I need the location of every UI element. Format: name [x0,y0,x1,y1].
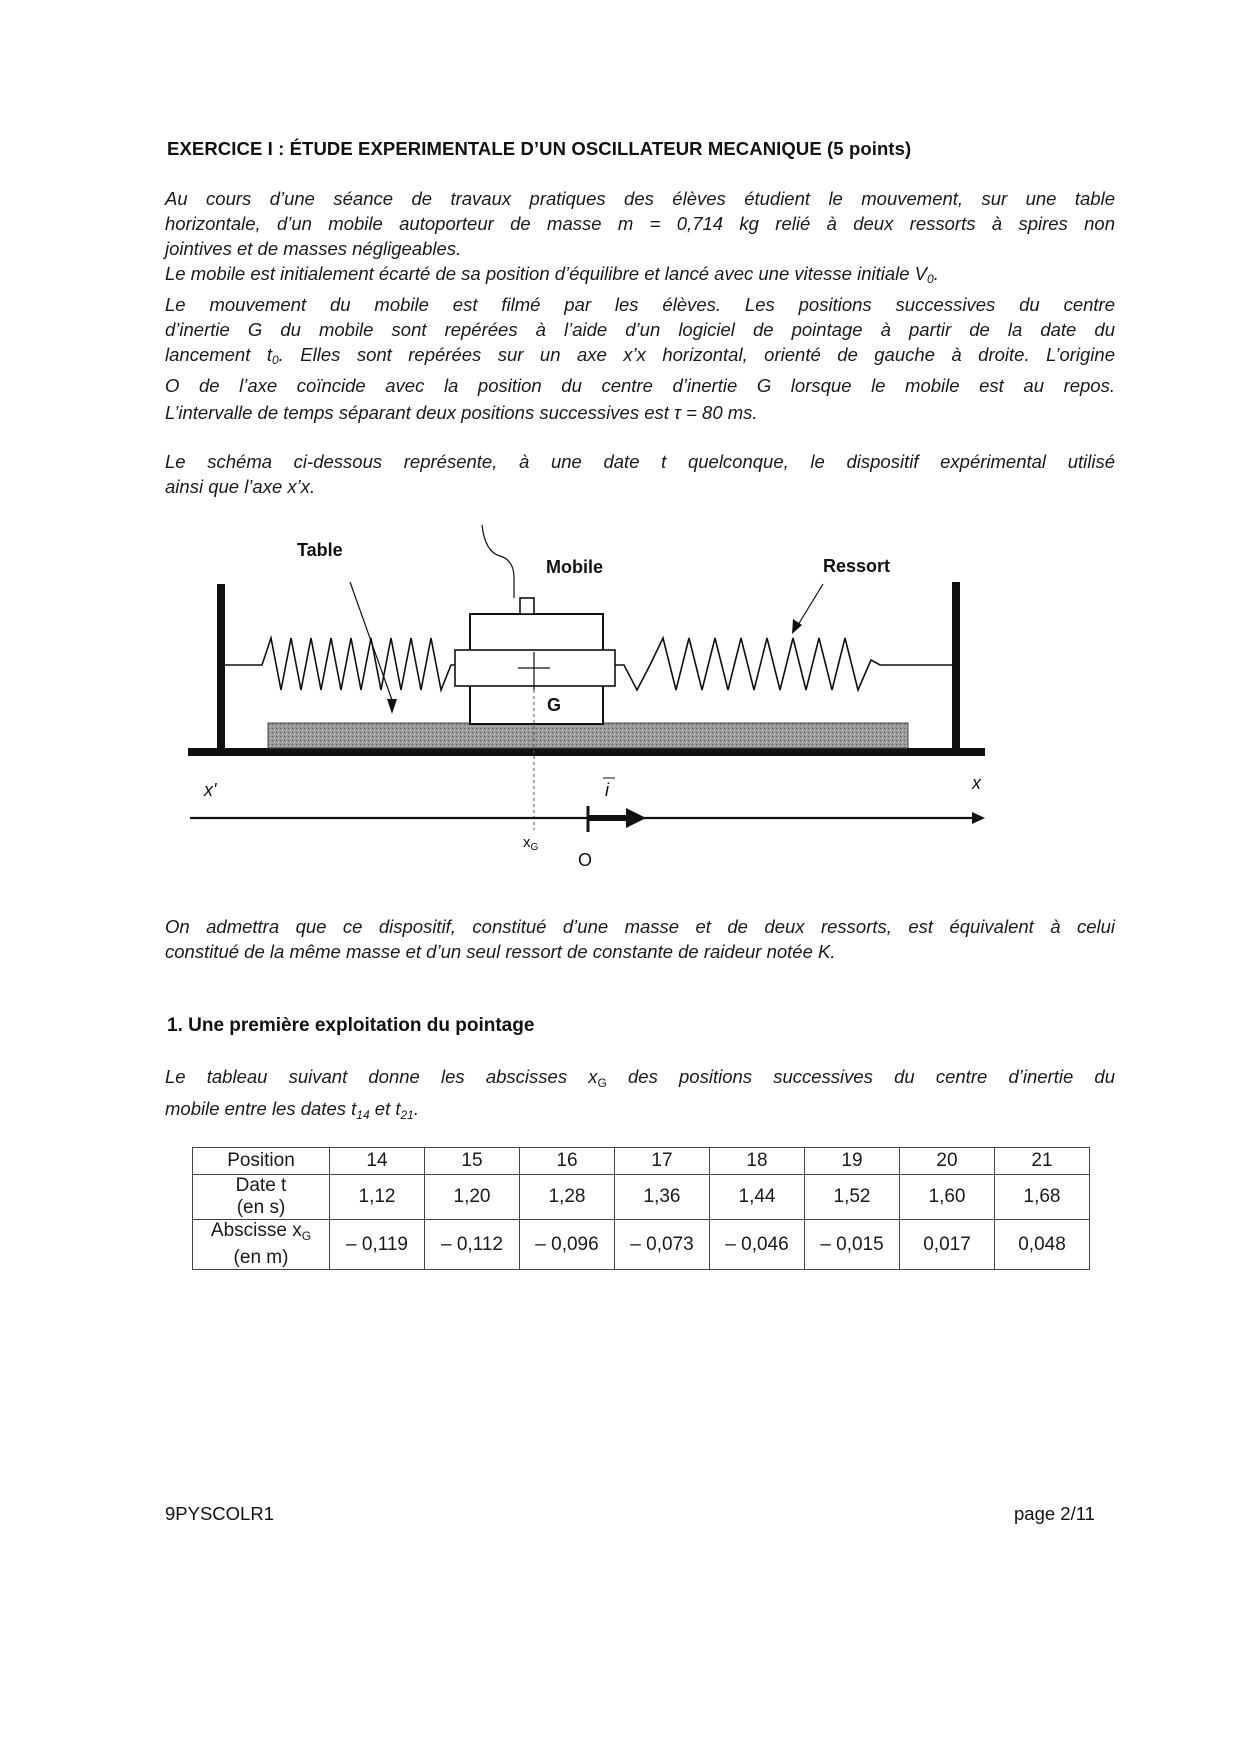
date-cell: 1,36 [615,1175,710,1220]
position-cell: 19 [805,1148,900,1175]
intro-line: jointives et de masses négligeables. [165,238,462,259]
abscisse-cell: – 0,073 [615,1220,710,1270]
section-title: 1. Une première exploitation du pointage [167,1015,535,1036]
ressort-callout [798,584,823,625]
position-cell: 20 [900,1148,995,1175]
schema-paragraph [165,449,1115,499]
abscisse-cell: 0,017 [900,1220,995,1270]
intro-line: d’inertie G du mobile sont repérées à l’aide d’un logiciel de pointage à partir de la date du [165,319,1115,340]
position-cell: 21 [995,1148,1090,1175]
date-cell: 1,20 [425,1175,520,1220]
intro-line: L’intervalle de temps séparant deux positions successives est τ = 80 ms. [165,402,758,423]
equivalence-paragraph [165,914,1115,964]
schema-line: ainsi que l’axe x’x. [165,476,316,497]
x-label: x [972,773,981,793]
intro-line: lancement t0. Elles sont repérées sur un axe x’x horizontal, orienté de gauche à droite. L’origine [165,344,1115,367]
table-callout [350,582,392,700]
ressort-label: Ressort [823,556,891,576]
intro-line: horizontale, d’un mobile autoporteur de masse m = 0,714 kg relié à deux ressorts à spires non [165,213,1115,234]
table-row-position [193,1148,1090,1175]
section-intro [165,1064,1115,1128]
intro-paragraph [165,186,1115,425]
equivalence-line: On admettra que ce dispositif, constitué d’une masse et de deux ressorts, est équivalent à celui [165,916,1115,937]
date-cell: 1,68 [995,1175,1090,1220]
mobile-label: Mobile [546,557,603,577]
footer-code: 9PYSCOLR1 [165,1503,274,1524]
unit-vector-arrowhead [626,808,646,828]
date-cell: 1,52 [805,1175,900,1220]
abscisse-cell: – 0,096 [520,1220,615,1270]
abscisse-cell: – 0,046 [710,1220,805,1270]
abscisse-cell: – 0,015 [805,1220,900,1270]
x-prime-label: x' [204,780,217,800]
origin-label: O [578,850,593,870]
table-row-date [193,1175,1090,1220]
date-cell: 1,44 [710,1175,805,1220]
xg-label: $x_G$ [523,834,539,853]
position-cell: 16 [520,1148,615,1175]
table-callout-arrow [387,699,397,714]
g-label: G [547,695,562,715]
footer-page: page 2/11 [1014,1503,1095,1524]
section-intro-line: Le tableau suivant donne les abscisses $x_G$ des positions successives du centre d’inertie du [165,1066,1115,1090]
left-spring [225,638,455,690]
floor [188,748,985,756]
abscisse-header: Abscisse $x_G$ (en m) [193,1220,330,1270]
abscisse-cell: – 0,112 [425,1220,520,1270]
position-header: Position [193,1148,330,1175]
table-row-abscisse [193,1220,1090,1270]
experimental-setup-diagram [0,520,1240,880]
left-wall [217,584,225,756]
equivalence-line: constitué de la même masse et d’un seul ressort de constante de raideur notée K. [165,941,836,962]
date-cell: 1,60 [900,1175,995,1220]
date-header: Date t (en s) [193,1175,330,1220]
x-axis-arrowhead [972,812,985,824]
intro-line: Le mouvement du mobile est filmé par les élèves. Les positions successives du centre [165,294,1115,315]
intro-line: Au cours d’une séance de travaux pratiques des élèves étudient le mouvement, sur une table [165,188,1115,209]
abscisse-cell: – 0,119 [330,1220,425,1270]
date-cell: 1,28 [520,1175,615,1220]
intro-line: O de l’axe coïncide avec la position du centre d’inertie G lorsque le mobile est au repos. [165,375,1115,396]
exercise-title: EXERCICE I : ÉTUDE EXPERIMENTALE D’UN OSCILLATEUR MECANIQUE (5 points) [167,138,912,159]
position-cell: 15 [425,1148,520,1175]
mobile-marker [520,598,534,614]
intro-line: Le mobile est initialement écarté de sa position d’équilibre et lancé avec une vitesse initiale V0. [165,263,939,286]
right-wall [952,582,960,756]
table-label: Table [297,540,343,560]
date-cell: 1,12 [330,1175,425,1220]
abscisse-cell: 0,048 [995,1220,1090,1270]
i-label: i [605,780,609,800]
section-intro-line: mobile entre les dates $t_{14}$ et $t_{21}$. [165,1098,419,1122]
mobile-callout [482,525,514,598]
right-spring [615,638,952,690]
schema-line: Le schéma ci-dessous représente, à une date t quelconque, le dispositif expérimental utilisé [165,451,1115,472]
position-cell: 18 [710,1148,805,1175]
position-table [192,1147,1090,1270]
air-table [268,723,908,748]
position-cell: 17 [615,1148,710,1175]
position-cell: 14 [330,1148,425,1175]
